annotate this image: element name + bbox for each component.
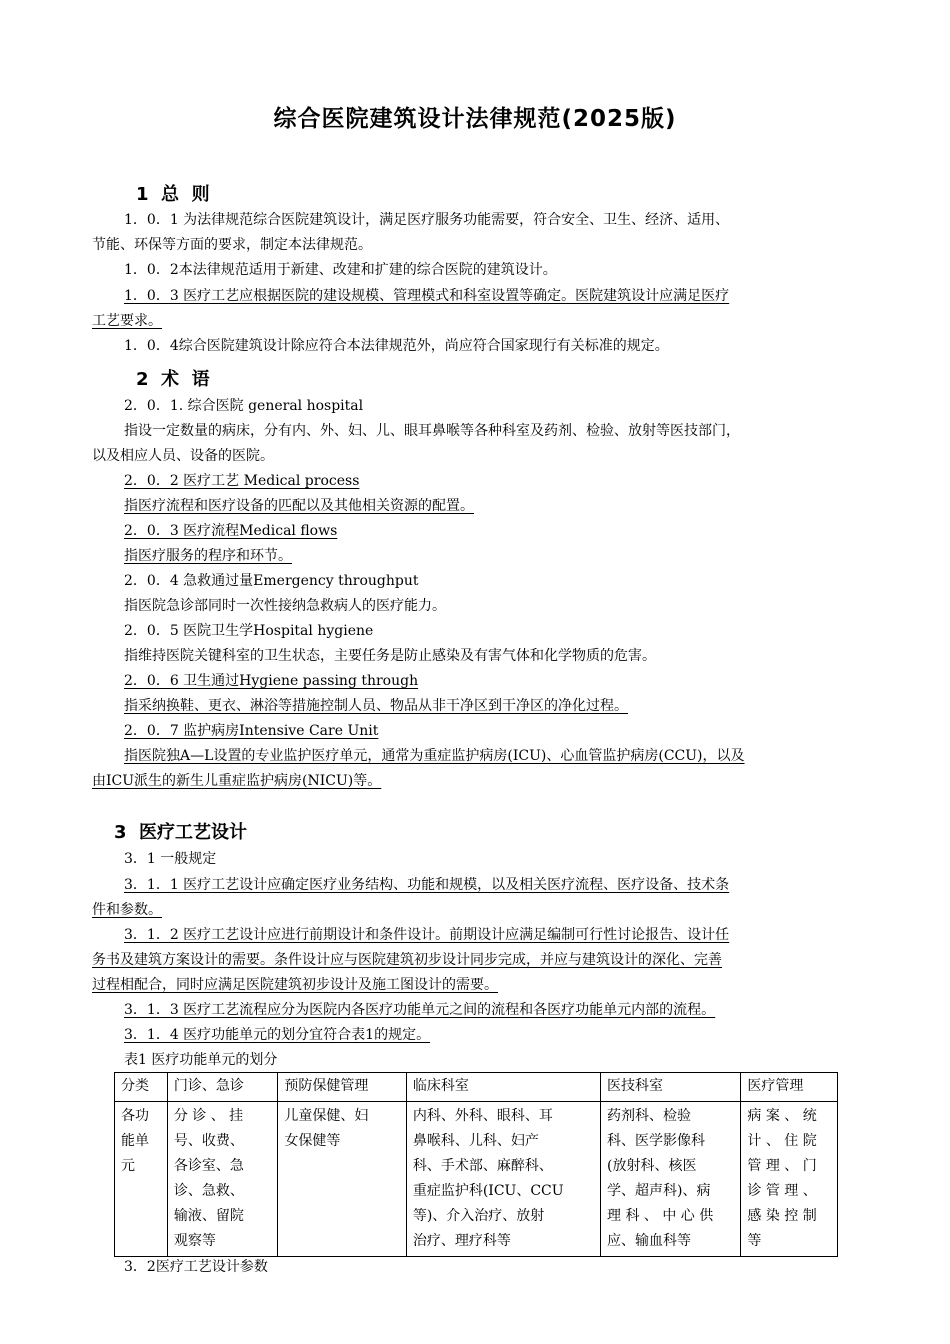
cell-line: 输液、留院 — [173, 1208, 244, 1224]
def-2-0-1-line-2: 以及相应人员、设备的医院。 — [92, 448, 274, 464]
clause-3-1-4: 3．1．4 医疗功能单元的划分宜符合表1的规定。 — [124, 1027, 431, 1043]
cell-line: 科、手术部、麻醉科、 — [412, 1158, 553, 1174]
section-3-heading: 3 医疗工艺设计 — [114, 822, 248, 843]
cell-line: 理 科 、 中 心 供 — [607, 1208, 714, 1224]
clause-3-1-1-line-1: 3．1．1 医疗工艺设计应确定医疗业务结构、功能和规模，以及相关医疗流程、医疗设备、技术条 — [124, 877, 730, 893]
cell-line: 药剂科、检验 — [607, 1108, 691, 1124]
cell-line: 号、收费、 — [173, 1133, 244, 1149]
def-2-0-7-line-1: 指医院独A—L设置的专业监护医疗单元，通常为重症监护病房(ICU)、心血管监护病房(CCU)，以及 — [124, 748, 745, 764]
management-cell — [741, 1102, 838, 1257]
term-2-0-1: 2．0．1. 综合医院 general hospital — [124, 398, 364, 414]
cell-line: 女保健等 — [284, 1133, 341, 1149]
cell-line: 诊 管 理 、 — [747, 1183, 817, 1199]
def-2-0-4: 指医院急诊部同时一次性接纳急救病人的医疗能力。 — [124, 598, 446, 614]
header-cell: 医技科室 — [601, 1073, 741, 1102]
clause-1-0-3-line-2: 工艺要求。 — [92, 313, 162, 329]
def-2-0-1-line-1: 指设一定数量的病床，分有内、外、妇、儿、眼耳鼻喉等各种科室及药剂、检验、放射等医技部门， — [124, 423, 740, 439]
term-2-0-3: 2．0．3 医疗流程Medical flows — [124, 523, 338, 539]
term-2-0-5: 2．0．5 医院卫生学Hospital hygiene — [124, 623, 374, 639]
table-caption: 表1 医疗功能单元的划分 — [124, 1052, 278, 1068]
cell-line: 内科、外科、眼科、耳 — [412, 1108, 553, 1124]
cell-line: 计 、 住 院 — [747, 1133, 817, 1149]
cell-line: 等 — [747, 1233, 762, 1249]
cell-line: 治疗、理疗科等 — [412, 1233, 511, 1249]
table-header-row — [115, 1073, 838, 1102]
header-cell: 预防保健管理 — [278, 1073, 406, 1102]
header-cell: 门诊、急诊 — [167, 1073, 278, 1102]
term-2-0-4: 2．0．4 急救通过量Emergency throughput — [124, 573, 419, 589]
clause-1-0-1-line-1: 1．0．1 为法律规范综合医院建筑设计，满足医疗服务功能需要，符合安全、卫生、经济、适用、 — [124, 212, 730, 228]
cell-line: 重症监护科(ICU、CCU — [412, 1183, 564, 1199]
clause-3-1-2-line-2: 务书及建筑方案设计的需要。条件设计应与医院建筑初步设计同步完成，并应与建筑设计的深化、完善 — [92, 952, 722, 968]
def-2-0-2: 指医疗流程和医疗设备的匹配以及其他相关资源的配置。 — [124, 498, 474, 514]
medtech-cell — [601, 1102, 741, 1257]
cell-line: 分 诊 、 挂 — [173, 1108, 244, 1124]
clause-3-1-3: 3．1．3 医疗工艺流程应分为医院内各医疗功能单元之间的流程和各医疗功能单元内部的流程。 — [124, 1002, 716, 1018]
clinical-cell — [406, 1102, 600, 1257]
clause-1-0-1-line-2: 节能、环保等方面的要求，制定本法律规范。 — [92, 237, 372, 253]
clause-3-1-1-line-2: 件和参数。 — [92, 902, 162, 918]
term-2-0-2: 2．0．2 医疗工艺 Medical process — [124, 473, 360, 489]
header-cell: 分类 — [115, 1073, 168, 1102]
clause-1-0-3-line-1: 1．0．3 医疗工艺应根据医院的建设规模、管理模式和科室设置等确定。医院建筑设计应满足医疗 — [124, 288, 730, 304]
cell-line: 学、超声科)、病 — [607, 1183, 711, 1199]
cell-line: (放射科、核医 — [607, 1158, 697, 1174]
clause-1-0-2: 1．0．2本法律规范适用于新建、改建和扩建的综合医院的建筑设计。 — [124, 262, 557, 278]
header-cell: 医疗管理 — [741, 1073, 838, 1102]
cell-line: 等)、介入治疗、放射 — [412, 1208, 545, 1224]
document-title: 综合医院建筑设计法律规范(2025版) — [273, 106, 677, 132]
row-label-cell — [115, 1102, 168, 1257]
cell-line: 各功 — [121, 1108, 149, 1124]
def-2-0-5: 指维持医院关键科室的卫生状态，主要任务是防止感染及有害气体和化学物质的危害。 — [124, 648, 656, 664]
term-2-0-6: 2．0．6 卫生通过Hygiene passing through — [124, 673, 419, 689]
cell-line: 病 案 、 统 — [747, 1108, 817, 1124]
cell-line: 元 — [121, 1158, 135, 1174]
medical-units-table — [114, 1072, 838, 1257]
clause-1-0-4: 1．0．4综合医院建筑设计除应符合本法律规范外，尚应符合国家现行有关标准的规定。 — [124, 338, 669, 354]
clause-3-1-2-line-1: 3．1．2 医疗工艺设计应进行前期设计和条件设计。前期设计应满足编制可行性讨论报告、设计任 — [124, 927, 730, 943]
cell-line: 管 理 、 门 — [747, 1158, 817, 1174]
subsection-3-2: 3．2医疗工艺设计参数 — [124, 1259, 268, 1275]
subsection-3-1: 3．1 一般规定 — [124, 851, 217, 867]
cell-line: 鼻喉科、儿科、妇产 — [412, 1133, 539, 1149]
cell-line: 能单 — [121, 1133, 149, 1149]
cell-line: 应、输血科等 — [607, 1233, 691, 1249]
def-2-0-6: 指采纳换鞋、更衣、淋浴等措施控制人员、物品从非干净区到干净区的净化过程。 — [124, 698, 628, 714]
prevention-cell — [278, 1102, 406, 1257]
outpatient-cell — [167, 1102, 278, 1257]
cell-line: 科、医学影像科 — [607, 1133, 705, 1149]
section-2-heading: 2 术 语 — [136, 369, 210, 390]
def-2-0-3: 指医疗服务的程序和环节。 — [124, 548, 292, 564]
header-cell: 临床科室 — [406, 1073, 600, 1102]
section-1-heading: 1 总 则 — [136, 184, 210, 205]
def-2-0-7-line-2: 由ICU派生的新生儿重症监护病房(NICU)等。 — [92, 773, 382, 789]
cell-line: 各诊室、急 — [173, 1158, 244, 1174]
cell-line: 观察等 — [173, 1233, 216, 1249]
cell-line: 感 染 控 制 — [747, 1208, 817, 1224]
term-2-0-7: 2．0．7 监护病房Intensive Care Unit — [124, 723, 379, 739]
clause-3-1-2-line-3: 过程相配合，同时应满足医院建筑初步设计及施工图设计的需要。 — [92, 977, 498, 993]
cell-line: 儿童保健、妇 — [284, 1108, 369, 1124]
cell-line: 诊、急救、 — [173, 1183, 244, 1199]
table-row — [115, 1102, 838, 1257]
